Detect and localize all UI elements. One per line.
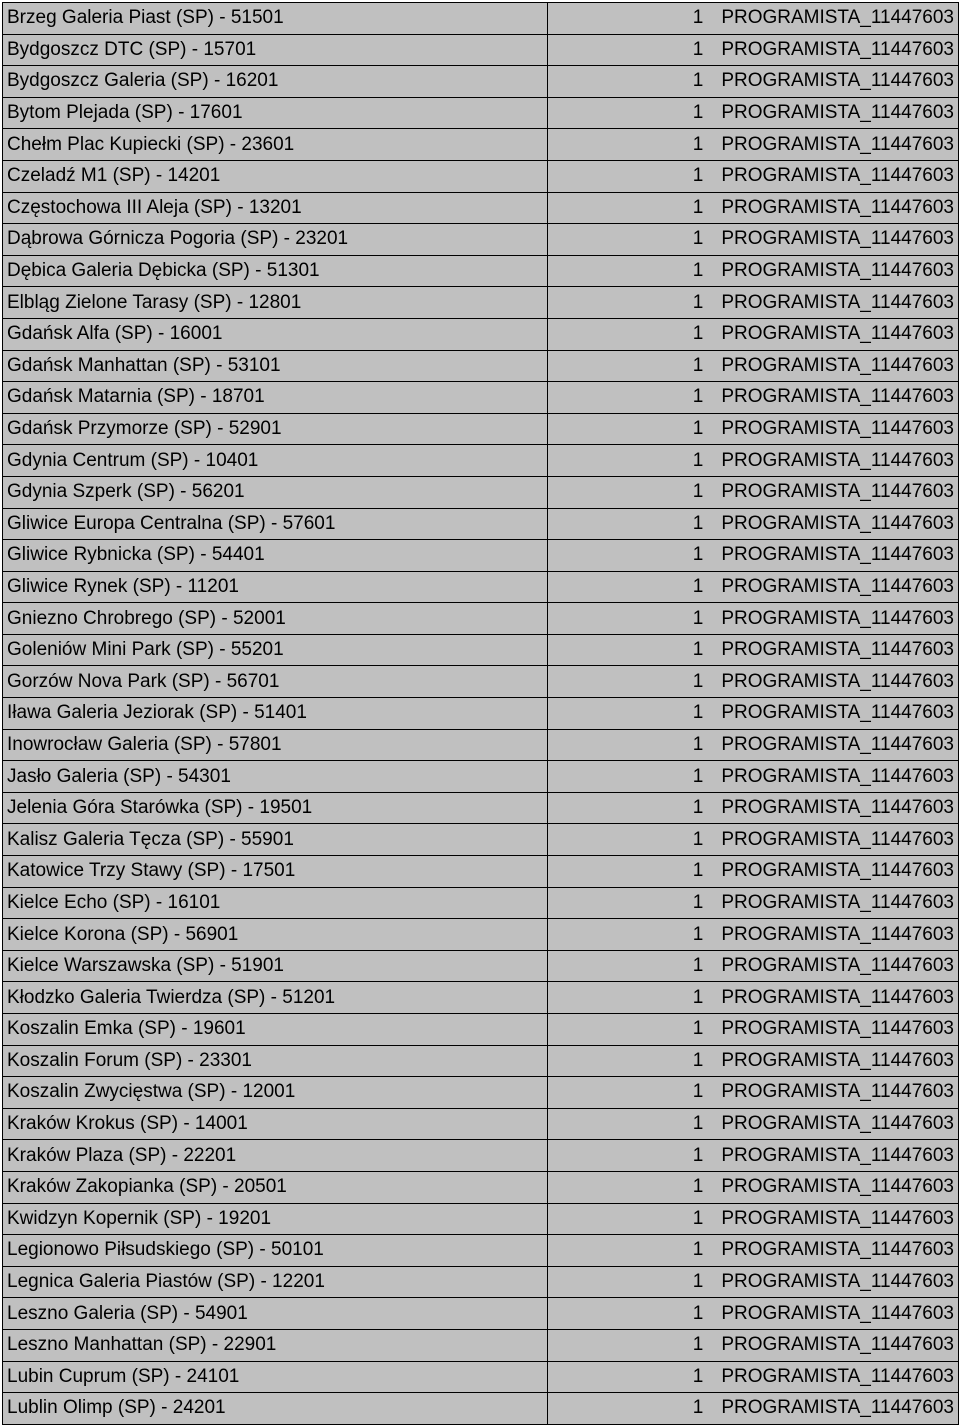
table-row [3,1045,959,1077]
quantity-value: 1 [692,1176,704,1198]
quantity-value: 1 [692,575,704,597]
programmer-code: PROGRAMISTA_11447603 [721,860,954,882]
table-row [3,1171,959,1203]
qty-code-cell [548,192,959,224]
programmer-code: PROGRAMISTA_11447603 [721,228,954,250]
table-row [3,856,959,888]
store-name-cell: Brzeg Galeria Piast (SP) - 51501 [3,3,548,35]
programmer-code: PROGRAMISTA_11447603 [721,7,954,29]
qty-code-cell [548,445,959,477]
programmer-code: PROGRAMISTA_11447603 [721,1176,954,1198]
store-name-cell: Gliwice Rynek (SP) - 11201 [3,571,548,603]
programmer-code: PROGRAMISTA_11447603 [721,1018,954,1040]
quantity-value: 1 [692,196,704,218]
table-row [3,698,959,730]
store-name-cell: Dębica Galeria Dębicka (SP) - 51301 [3,255,548,287]
store-name-cell: Leszno Manhattan (SP) - 22901 [3,1329,548,1361]
store-name-cell: Bydgoszcz Galeria (SP) - 16201 [3,66,548,98]
qty-code-cell [548,603,959,635]
table-row [3,1235,959,1267]
quantity-value: 1 [692,1113,704,1135]
table-row [3,508,959,540]
store-name-cell: Iława Galeria Jeziorak (SP) - 51401 [3,698,548,730]
store-name-cell: Koszalin Zwycięstwa (SP) - 12001 [3,1077,548,1109]
programmer-code: PROGRAMISTA_11447603 [721,733,954,755]
qty-code-cell [548,66,959,98]
store-name-cell: Legionowo Piłsudskiego (SP) - 50101 [3,1235,548,1267]
table-row [3,129,959,161]
store-name-cell: Gdańsk Alfa (SP) - 16001 [3,318,548,350]
qty-code-cell [548,129,959,161]
store-name-cell: Gdańsk Przymorze (SP) - 52901 [3,413,548,445]
table-row [3,1393,959,1425]
qty-code-cell [548,160,959,192]
quantity-value: 1 [692,986,704,1008]
programmer-code: PROGRAMISTA_11447603 [721,1271,954,1293]
quantity-value: 1 [692,828,704,850]
quantity-value: 1 [692,449,704,471]
programmer-code: PROGRAMISTA_11447603 [721,291,954,313]
qty-code-cell [548,97,959,129]
table-row [3,382,959,414]
store-name-cell: Katowice Trzy Stawy (SP) - 17501 [3,856,548,888]
qty-code-cell [548,1140,959,1172]
quantity-value: 1 [692,923,704,945]
qty-code-cell [548,1266,959,1298]
store-name-cell: Gniezno Chrobrego (SP) - 52001 [3,603,548,635]
qty-code-cell [548,729,959,761]
programmer-code: PROGRAMISTA_11447603 [721,354,954,376]
programmer-code: PROGRAMISTA_11447603 [721,386,954,408]
quantity-value: 1 [692,1239,704,1261]
table-row [3,729,959,761]
table-row [3,603,959,635]
table-row [3,666,959,698]
qty-code-cell [548,950,959,982]
store-name-cell: Kalisz Galeria Tęcza (SP) - 55901 [3,824,548,856]
quantity-value: 1 [692,481,704,503]
qty-code-cell [548,698,959,730]
table-row [3,255,959,287]
quantity-value: 1 [692,797,704,819]
programmer-code: PROGRAMISTA_11447603 [721,575,954,597]
programmer-code: PROGRAMISTA_11447603 [721,670,954,692]
quantity-value: 1 [692,1271,704,1293]
programmer-code: PROGRAMISTA_11447603 [721,481,954,503]
qty-code-cell [548,571,959,603]
store-name-cell: Koszalin Forum (SP) - 23301 [3,1045,548,1077]
quantity-value: 1 [692,386,704,408]
store-name-cell: Jelenia Góra Starówka (SP) - 19501 [3,792,548,824]
quantity-value: 1 [692,38,704,60]
qty-code-cell [548,382,959,414]
programmer-code: PROGRAMISTA_11447603 [721,955,954,977]
table-row [3,1329,959,1361]
table-row [3,1266,959,1298]
quantity-value: 1 [692,1397,704,1419]
store-name-cell: Lubin Cuprum (SP) - 24101 [3,1361,548,1393]
programmer-code: PROGRAMISTA_11447603 [721,323,954,345]
qty-code-cell [548,1171,959,1203]
quantity-value: 1 [692,1334,704,1356]
programmer-code: PROGRAMISTA_11447603 [721,449,954,471]
table-row [3,540,959,572]
qty-code-cell [548,824,959,856]
quantity-value: 1 [692,291,704,313]
qty-code-cell [548,350,959,382]
programmer-code: PROGRAMISTA_11447603 [721,196,954,218]
qty-code-cell [548,413,959,445]
programmer-code: PROGRAMISTA_11447603 [721,1144,954,1166]
quantity-value: 1 [692,639,704,661]
qty-code-cell [548,1298,959,1330]
table-row [3,1014,959,1046]
table-row [3,1140,959,1172]
store-name-cell: Czeladź M1 (SP) - 14201 [3,160,548,192]
quantity-value: 1 [692,1081,704,1103]
quantity-value: 1 [692,418,704,440]
qty-code-cell [548,1077,959,1109]
qty-code-cell [548,919,959,951]
store-name-cell: Częstochowa III Aleja (SP) - 13201 [3,192,548,224]
table-row [3,476,959,508]
table-row [3,318,959,350]
quantity-value: 1 [692,1302,704,1324]
qty-code-cell [548,982,959,1014]
store-name-cell: Lublin Olimp (SP) - 24201 [3,1393,548,1425]
qty-code-cell [548,255,959,287]
store-name-cell: Gorzów Nova Park (SP) - 56701 [3,666,548,698]
qty-code-cell [548,1014,959,1046]
table-row [3,224,959,256]
table-row [3,1077,959,1109]
qty-code-cell [548,3,959,35]
quantity-value: 1 [692,544,704,566]
table-row [3,160,959,192]
programmer-code: PROGRAMISTA_11447603 [721,70,954,92]
store-name-cell: Kielce Korona (SP) - 56901 [3,919,548,951]
programmer-code: PROGRAMISTA_11447603 [721,133,954,155]
quantity-value: 1 [692,670,704,692]
table-row [3,761,959,793]
store-name-cell: Inowrocław Galeria (SP) - 57801 [3,729,548,761]
programmer-code: PROGRAMISTA_11447603 [721,923,954,945]
table-row [3,634,959,666]
quantity-value: 1 [692,891,704,913]
store-name-cell: Kłodzko Galeria Twierdza (SP) - 51201 [3,982,548,1014]
table-row [3,982,959,1014]
quantity-value: 1 [692,70,704,92]
quantity-value: 1 [692,354,704,376]
qty-code-cell [548,224,959,256]
qty-code-cell [548,476,959,508]
store-name-cell: Leszno Galeria (SP) - 54901 [3,1298,548,1330]
table-row [3,66,959,98]
qty-code-cell [548,1045,959,1077]
programmer-code: PROGRAMISTA_11447603 [721,986,954,1008]
programmer-code: PROGRAMISTA_11447603 [721,102,954,124]
qty-code-cell [548,540,959,572]
qty-code-cell [548,1203,959,1235]
programmer-code: PROGRAMISTA_11447603 [721,1334,954,1356]
table-row [3,824,959,856]
programmer-code: PROGRAMISTA_11447603 [721,1081,954,1103]
table-row [3,350,959,382]
programmer-code: PROGRAMISTA_11447603 [721,1049,954,1071]
store-name-cell: Gdynia Centrum (SP) - 10401 [3,445,548,477]
quantity-value: 1 [692,512,704,534]
table-row [3,287,959,319]
table-row [3,792,959,824]
store-name-cell: Kwidzyn Kopernik (SP) - 19201 [3,1203,548,1235]
qty-code-cell [548,1235,959,1267]
qty-code-cell [548,1393,959,1425]
store-name-cell: Jasło Galeria (SP) - 54301 [3,761,548,793]
store-name-cell: Gdańsk Manhattan (SP) - 53101 [3,350,548,382]
table-row [3,1108,959,1140]
table-row [3,887,959,919]
table-row [3,571,959,603]
store-name-cell: Gliwice Rybnicka (SP) - 54401 [3,540,548,572]
table-row [3,445,959,477]
store-name-cell: Gdynia Szperk (SP) - 56201 [3,476,548,508]
quantity-value: 1 [692,955,704,977]
programmer-code: PROGRAMISTA_11447603 [721,607,954,629]
quantity-value: 1 [692,607,704,629]
table-row [3,3,959,35]
programmer-code: PROGRAMISTA_11447603 [721,1207,954,1229]
quantity-value: 1 [692,765,704,787]
store-name-cell: Elbląg Zielone Tarasy (SP) - 12801 [3,287,548,319]
store-name-cell: Goleniów Mini Park (SP) - 55201 [3,634,548,666]
table-row [3,950,959,982]
table-row [3,919,959,951]
store-name-cell: Bytom Plejada (SP) - 17601 [3,97,548,129]
store-name-cell: Gliwice Europa Centralna (SP) - 57601 [3,508,548,540]
table-row [3,413,959,445]
quantity-value: 1 [692,165,704,187]
quantity-value: 1 [692,1144,704,1166]
qty-code-cell [548,287,959,319]
programmer-code: PROGRAMISTA_11447603 [721,765,954,787]
qty-code-cell [548,508,959,540]
programmer-code: PROGRAMISTA_11447603 [721,260,954,282]
qty-code-cell [548,634,959,666]
store-name-cell: Koszalin Emka (SP) - 19601 [3,1014,548,1046]
programmer-code: PROGRAMISTA_11447603 [721,418,954,440]
programmer-code: PROGRAMISTA_11447603 [721,639,954,661]
programmer-code: PROGRAMISTA_11447603 [721,1365,954,1387]
quantity-value: 1 [692,1018,704,1040]
store-name-cell: Chełm Plac Kupiecki (SP) - 23601 [3,129,548,161]
quantity-value: 1 [692,702,704,724]
quantity-value: 1 [692,1365,704,1387]
quantity-value: 1 [692,323,704,345]
store-name-cell: Gdańsk Matarnia (SP) - 18701 [3,382,548,414]
programmer-code: PROGRAMISTA_11447603 [721,828,954,850]
programmer-code: PROGRAMISTA_11447603 [721,512,954,534]
programmer-code: PROGRAMISTA_11447603 [721,544,954,566]
quantity-value: 1 [692,1049,704,1071]
programmer-code: PROGRAMISTA_11447603 [721,165,954,187]
qty-code-cell [548,318,959,350]
table-row [3,1203,959,1235]
programmer-code: PROGRAMISTA_11447603 [721,891,954,913]
store-name-cell: Kraków Krokus (SP) - 14001 [3,1108,548,1140]
programmer-code: PROGRAMISTA_11447603 [721,797,954,819]
table-row [3,192,959,224]
quantity-value: 1 [692,733,704,755]
programmer-code: PROGRAMISTA_11447603 [721,38,954,60]
programmer-code: PROGRAMISTA_11447603 [721,702,954,724]
store-name-cell: Bydgoszcz DTC (SP) - 15701 [3,34,548,66]
store-name-cell: Dąbrowa Górnicza Pogoria (SP) - 23201 [3,224,548,256]
programmer-code: PROGRAMISTA_11447603 [721,1397,954,1419]
programmer-code: PROGRAMISTA_11447603 [721,1113,954,1135]
qty-code-cell [548,887,959,919]
quantity-value: 1 [692,7,704,29]
quantity-value: 1 [692,1207,704,1229]
store-name-cell: Legnica Galeria Piastów (SP) - 12201 [3,1266,548,1298]
qty-code-cell [548,761,959,793]
table-row [3,97,959,129]
table-row [3,34,959,66]
qty-code-cell [548,1329,959,1361]
qty-code-cell [548,1361,959,1393]
store-name-cell: Kraków Plaza (SP) - 22201 [3,1140,548,1172]
qty-code-cell [548,666,959,698]
programmer-code: PROGRAMISTA_11447603 [721,1302,954,1324]
programmer-code: PROGRAMISTA_11447603 [721,1239,954,1261]
quantity-value: 1 [692,228,704,250]
quantity-value: 1 [692,102,704,124]
store-name-cell: Kielce Echo (SP) - 16101 [3,887,548,919]
qty-code-cell [548,1108,959,1140]
table-row [3,1298,959,1330]
quantity-value: 1 [692,133,704,155]
store-name-cell: Kraków Zakopianka (SP) - 20501 [3,1171,548,1203]
quantity-value: 1 [692,260,704,282]
store-table-body [3,3,959,1425]
store-name-cell: Kielce Warszawska (SP) - 51901 [3,950,548,982]
qty-code-cell [548,856,959,888]
store-table [2,2,959,1425]
qty-code-cell [548,34,959,66]
quantity-value: 1 [692,860,704,882]
qty-code-cell [548,792,959,824]
table-row [3,1361,959,1393]
